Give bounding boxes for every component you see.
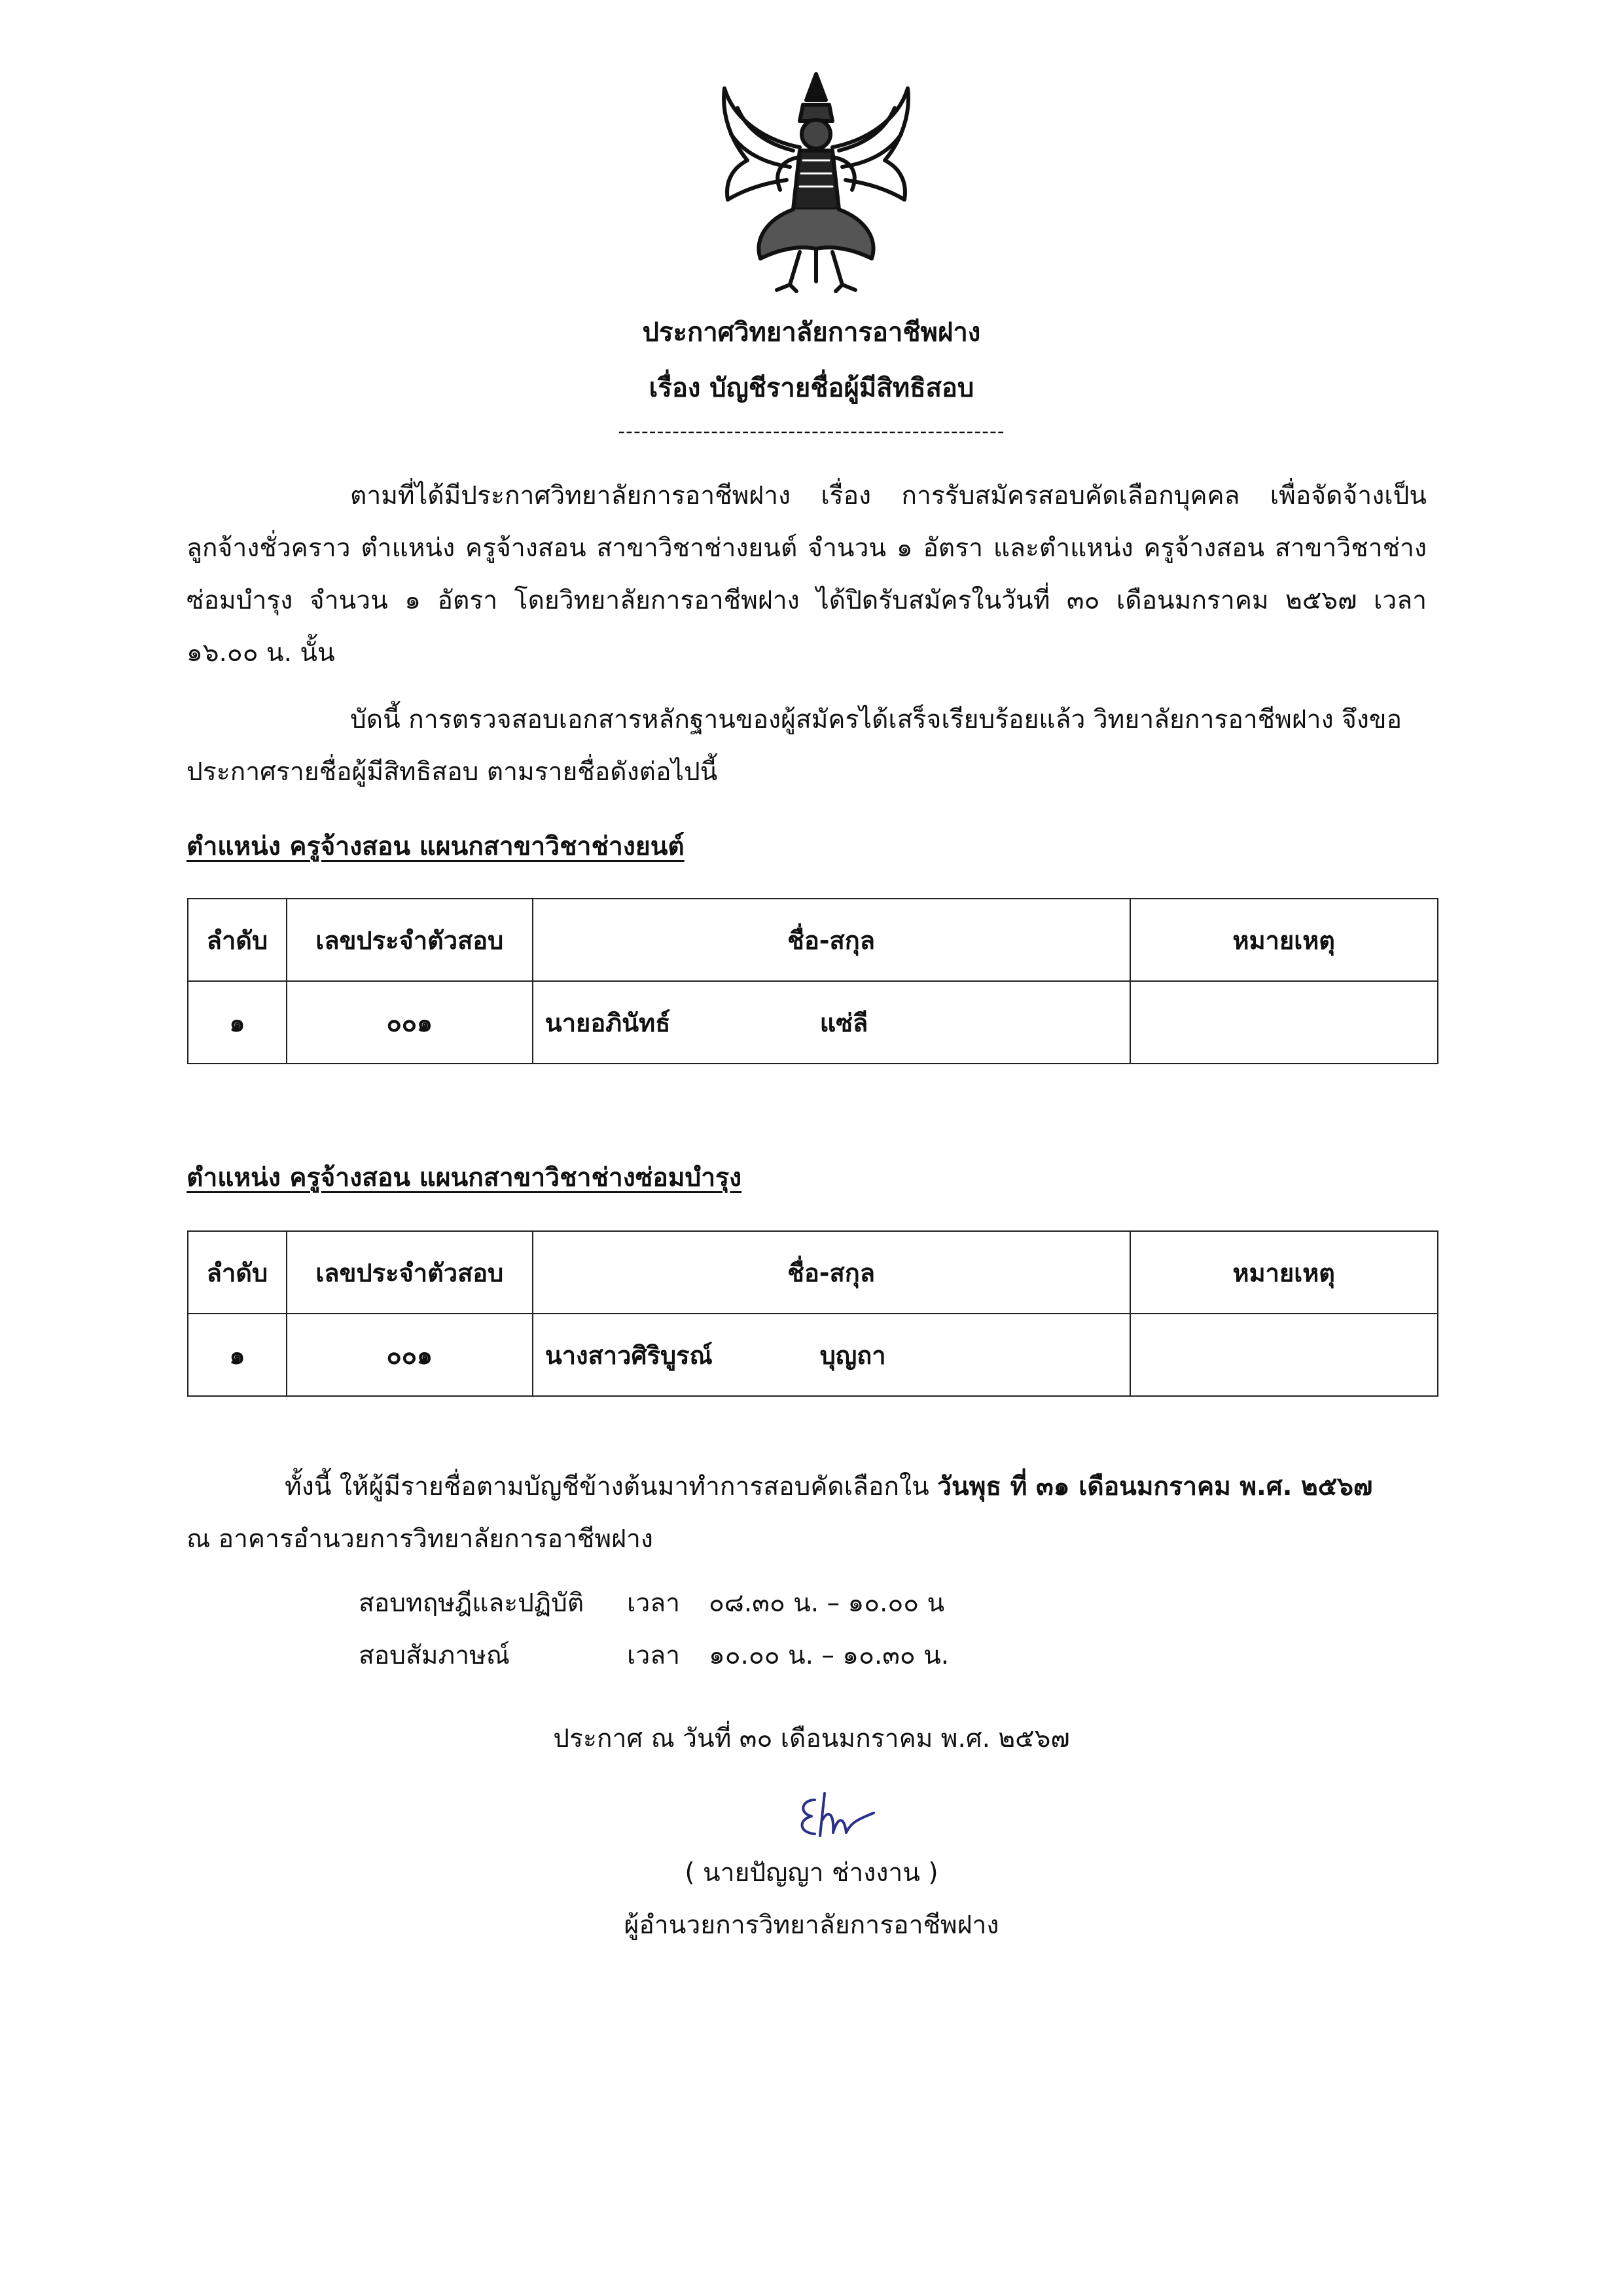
candidate-table-maintenance (187, 1230, 1438, 1397)
exam-date: วันพุธ ที่ ๓๑ เดือนมกราคม พ.ศ. ๒๕๖๗ (937, 1472, 1373, 1501)
schedule-time: ๐๘.๓๐ น. – ๑๐.๐๐ น (709, 1588, 945, 1618)
schedule-activity: สอบทฤษฎีและปฏิบัติ (359, 1588, 584, 1618)
schedule-time: ๑๐.๐๐ น. – ๑๐.๓๐ น. (709, 1641, 950, 1670)
cell-note (1130, 981, 1438, 1064)
schedule-label: เวลา (627, 1641, 681, 1670)
cell-name (533, 1314, 1130, 1396)
first-name: นางสาวศิริบูรณ์ (544, 1340, 713, 1370)
announcement-text: บัดนี้ การตรวจสอบเอกสารหลักฐานของผู้สมัครได้เสร็จเรียบร้อยแล้ว วิทยาลัยการอาชีพฝาง จึงขอประกาศรายชื่อผู้มีสิทธิสอบ ตามรายชื่อดังต่อไปนี้ (187, 705, 1402, 787)
cell-name (533, 981, 1130, 1064)
cell-seq: ๑ (188, 1314, 287, 1396)
section-title-auto-mechanics: ตำแหน่ง ครูจ้างสอน แผนกสาขาวิชาช่างยนต์ (187, 832, 685, 861)
title-divider: -------------------------------------------------- (618, 420, 1005, 443)
candidate-table-auto-mechanics (187, 898, 1438, 1064)
exam-notice (187, 1461, 1427, 1566)
table-header-row (188, 899, 1438, 981)
cell-exam-id: ๐๐๑ (287, 1314, 533, 1396)
table-row (188, 981, 1438, 1064)
exam-location: ณ อาคารอำนวยการวิทยาลัยการอาชีพฝาง (187, 1524, 653, 1554)
header-note: หมายเหตุ (1130, 1231, 1438, 1314)
schedule-row (359, 1577, 949, 1630)
exam-notice-line (187, 1461, 1427, 1513)
header-note: หมายเหตุ (1130, 899, 1438, 981)
header-exam-id: เลขประจำตัวสอบ (287, 1231, 533, 1314)
announcement-paragraph (187, 694, 1427, 798)
announce-date: ประกาศ ณ วันที่ ๓๐ เดือนมกราคม พ.ศ. ๒๕๖๗ (553, 1724, 1070, 1753)
table-header-row (188, 1231, 1438, 1314)
last-name: แซ่ลี (819, 1008, 868, 1037)
last-name: บุญถา (819, 1340, 886, 1370)
signer-position: ผู้อำนวยการวิทยาลัยการอาชีพฝาง (624, 1910, 999, 1940)
section-title-maintenance: ตำแหน่ง ครูจ้างสอน แผนกสาขาวิชาช่างซ่อมบำรุง (187, 1163, 742, 1193)
table-row (188, 1314, 1438, 1396)
schedule-activity: สอบสัมภาษณ์ (359, 1641, 510, 1670)
cell-seq: ๑ (188, 981, 287, 1064)
header-name: ชื่อ-สกุล (533, 899, 1130, 981)
exam-schedule (359, 1577, 949, 1682)
signer-name: ( นายปัญญา ช่างงาน ) (685, 1858, 938, 1888)
schedule-label: เวลา (627, 1588, 681, 1618)
cell-note (1130, 1314, 1438, 1396)
header-name: ชื่อ-สกุล (533, 1231, 1130, 1314)
exam-notice-lead: ทั้งนี้ ให้ผู้มีรายชื่อตามบัญชีข้างต้นมาทำการสอบคัดเลือกใน (285, 1472, 929, 1501)
document-subject: เรื่อง บัญชีรายชื่อผู้มีสิทธิสอบ (649, 373, 974, 403)
header-seq: ลำดับ (188, 1231, 287, 1314)
cell-exam-id: ๐๐๑ (287, 981, 533, 1064)
signature-icon (789, 1787, 887, 1846)
schedule-row (359, 1630, 949, 1682)
intro-text: ตามที่ได้มีประกาศวิทยาลัยการอาชีพฝาง เรื่อง การรับสมัครสอบคัดเลือกบุคคล เพื่อจัดจ้างเป็นลูกจ้างชั่วคราว ตำแหน่ง ครูจ้างสอน สาขาวิชาช่างยนต์ จำนวน ๑ อัตรา และตำแหน่ง ครูจ้างสอน สาขาวิชาช่างซ่อมบำรุง จำนวน ๑ อัตรา โดยวิทยาลัยการอาชีพฝาง ได้ปิดรับสมัครในวันที่ ๓๐ เดือนมกราคม ๒๕๖๗ เวลา ๑๖.๐๐ น. นั้น (187, 481, 1427, 668)
document-title: ประกาศวิทยาลัยการอาชีพฝาง (642, 317, 981, 348)
header-seq: ลำดับ (188, 899, 287, 981)
garuda-emblem-icon (708, 69, 924, 295)
header-exam-id: เลขประจำตัวสอบ (287, 899, 533, 981)
intro-paragraph (187, 470, 1427, 679)
first-name: นายอภินัทธ์ (544, 1008, 671, 1037)
